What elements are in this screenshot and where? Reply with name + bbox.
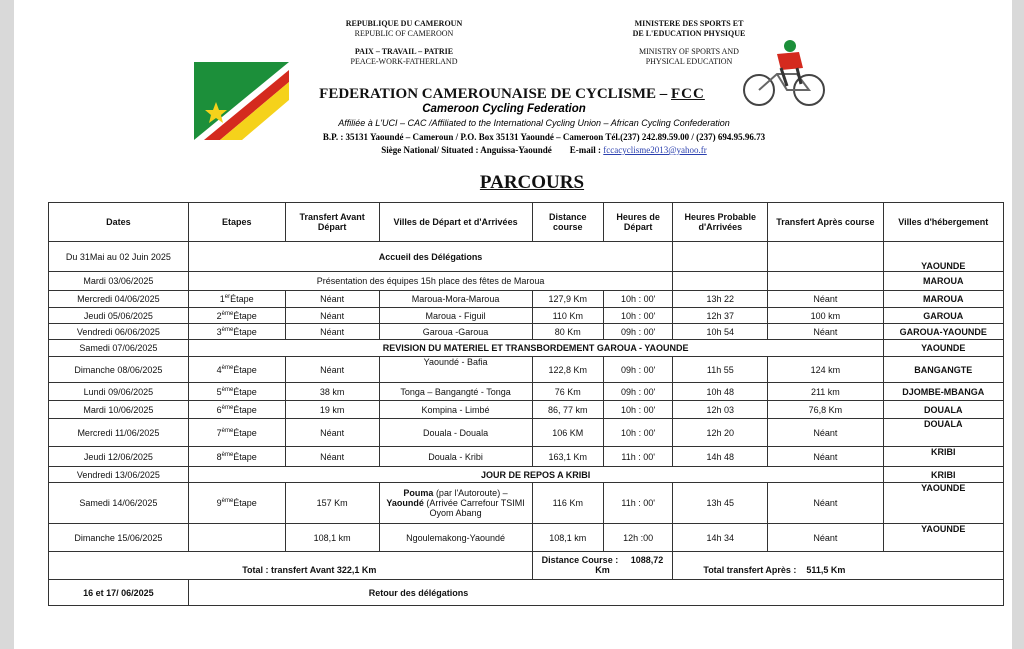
republic-en: REPUBLIC OF CAMEROON xyxy=(354,29,454,38)
cell-heure-arrivee: 10h 54 xyxy=(673,324,768,340)
federation-name: FEDERATION CAMEROUNAISE DE CYCLISME – xyxy=(319,86,668,102)
affiliation-text: Affiliée à L'UCI – CAC /Affiliated to the International Cycling Union – African Cycling Confederation xyxy=(338,118,730,128)
cell-transfert-apres: Néant xyxy=(768,324,883,340)
cell-distance: 163,1 Km xyxy=(532,447,603,467)
cell-transfert-apres: 76,8 Km xyxy=(768,401,883,419)
cell-transfert-apres: Néant xyxy=(768,447,883,467)
cell-distance: 127,9 Km xyxy=(532,291,603,308)
cell-heure-depart: 10h : 00' xyxy=(603,308,672,324)
cell-hebergement: DOUALA xyxy=(883,419,1003,447)
cell-date: Jeudi 12/06/2025 xyxy=(49,447,189,467)
cell-heure-depart: 10h : 00' xyxy=(603,291,672,308)
cell-date: Mardi 10/06/2025 xyxy=(49,401,189,419)
cell-transfert-apres: Néant xyxy=(768,524,883,552)
final-row xyxy=(49,580,1004,606)
cell-transfert-avant: 38 km xyxy=(285,383,379,401)
cell-heure-arrivee: 10h 48 xyxy=(673,383,768,401)
cell-villes: Douala - Kribi xyxy=(379,447,532,467)
table-row xyxy=(49,447,1004,467)
cell-villes: Garoua -Garoua xyxy=(379,324,532,340)
cell-villes: Ngoulemakong-Yaoundé xyxy=(379,524,532,552)
parcours-table xyxy=(48,202,1004,606)
col-transfert-apres: Transfert Après course xyxy=(768,203,883,242)
cell-hebergement: MAROUA xyxy=(883,272,1003,291)
address-line: B.P. : 35131 Yaoundé – Cameroun / P.O. Box 35131 Yaoundé – Cameroon Tél.(237) 242.89.59.00 / (237) 694.95.96.73 xyxy=(322,132,766,142)
col-distance: Distance course xyxy=(532,203,603,242)
final-text: Retour des délégations xyxy=(188,580,1003,606)
cell-heure-arrivee: 12h 03 xyxy=(673,401,768,419)
cell-transfert-avant: Néant xyxy=(285,308,379,324)
cell-event: Présentation des équipes 15h place des fêtes de Maroua xyxy=(188,272,673,291)
cell-distance: 86, 77 km xyxy=(532,401,603,419)
cell-event: Accueil des Délégations xyxy=(188,242,673,272)
col-transfert-avant: Transfert Avant Départ xyxy=(285,203,379,242)
table-header-row xyxy=(49,203,1004,242)
cell-hebergement: KRIBI xyxy=(883,467,1003,483)
table-row xyxy=(49,401,1004,419)
cell-villes: Douala - Douala xyxy=(379,419,532,447)
cell-villes: Maroua - Figuil xyxy=(379,308,532,324)
cell-empty xyxy=(768,242,883,272)
cell-heure-depart: 09h : 00' xyxy=(603,357,672,383)
cell-transfert-avant: 19 km xyxy=(285,401,379,419)
total-transfert-apres: Total transfert Après : 511,5 Km xyxy=(673,552,1004,580)
col-villes: Villes de Départ et d'Arrivées xyxy=(379,203,532,242)
total-distance: Distance Course : 1088,72 Km xyxy=(532,552,673,580)
affiliation-line xyxy=(284,118,784,128)
cell-date: Lundi 09/06/2025 xyxy=(49,383,189,401)
cell-heure-arrivee: 13h 45 xyxy=(673,483,768,524)
cell-distance: 80 Km xyxy=(532,324,603,340)
cell-etape: 1erÉtape xyxy=(188,291,285,308)
cell-empty xyxy=(673,272,768,291)
table-row xyxy=(49,419,1004,447)
cell-hebergement: GAROUA-YAOUNDE xyxy=(883,324,1003,340)
cell-hebergement: KRIBI xyxy=(883,447,1003,467)
cell-distance: 110 Km xyxy=(532,308,603,324)
motto-fr: PAIX – TRAVAIL – PATRIE xyxy=(354,47,454,56)
final-date: 16 et 17/ 06/2025 xyxy=(49,580,189,606)
cell-heure-depart: 09h : 00' xyxy=(603,324,672,340)
motto-en: PEACE-WORK-FATHERLAND xyxy=(350,57,458,66)
ministry-fr-2: DE L'EDUCATION PHYSIQUE xyxy=(632,29,746,38)
cell-distance: 122,8 Km xyxy=(532,357,603,383)
cell-villes: Tonga – Bangangté - Tonga xyxy=(379,383,532,401)
ministry-en-1: MINISTRY OF SPORTS AND xyxy=(639,47,739,56)
cell-transfert-apres: Néant xyxy=(768,291,883,308)
ministry-fr-1: MINISTERE DES SPORTS ET xyxy=(634,19,744,28)
table-row xyxy=(49,291,1004,308)
cell-date: Mercredi 11/06/2025 xyxy=(49,419,189,447)
table-row xyxy=(49,308,1004,324)
cell-transfert-apres: Néant xyxy=(768,419,883,447)
page-title: PARCOURS xyxy=(479,172,585,193)
cell-date: Mardi 03/06/2025 xyxy=(49,272,189,291)
table-row xyxy=(49,357,1004,383)
cell-villes: Kompina - Limbé xyxy=(379,401,532,419)
cell-etape: 6èmeÉtape xyxy=(188,401,285,419)
federation-english: Cameroon Cycling Federation xyxy=(422,103,586,115)
cell-etape: 5èmeÉtape xyxy=(188,383,285,401)
cell-date: Dimanche 15/06/2025 xyxy=(49,524,189,552)
col-heure-depart: Heures de Départ xyxy=(603,203,672,242)
cell-distance: 108,1 km xyxy=(532,524,603,552)
cell-transfert-apres: 100 km xyxy=(768,308,883,324)
col-heure-arrivee: Heures Probable d'Arrivées xyxy=(673,203,768,242)
table-row xyxy=(49,272,1004,291)
cell-heure-depart: 09h : 00' xyxy=(603,383,672,401)
cell-empty xyxy=(768,272,883,291)
table-row xyxy=(49,340,1004,357)
cell-heure-depart: 11h : 00' xyxy=(603,447,672,467)
cell-hebergement: GAROUA xyxy=(883,308,1003,324)
cell-date: Samedi 07/06/2025 xyxy=(49,340,189,357)
cell-hebergement: DJOMBE-MBANGA xyxy=(883,383,1003,401)
cell-villes: Yaoundé - Bafia xyxy=(379,357,532,383)
cell-transfert-avant: Néant xyxy=(285,291,379,308)
cell-heure-arrivee: 13h 22 xyxy=(673,291,768,308)
cell-villes: Pouma (par l'Autoroute) – Yaoundé (Arrivée Carrefour TSIMI Oyom Abang xyxy=(379,483,532,524)
cell-distance: 106 KM xyxy=(532,419,603,447)
cell-date: Dimanche 08/06/2025 xyxy=(49,357,189,383)
cell-etape: 7èmeÉtape xyxy=(188,419,285,447)
cell-transfert-avant: 157 Km xyxy=(285,483,379,524)
col-etapes: Etapes xyxy=(188,203,285,242)
cell-villes: Maroua-Mora-Maroua xyxy=(379,291,532,308)
table-row xyxy=(49,324,1004,340)
siege-text: Siège National/ Situated : Anguissa-Yaoundé xyxy=(381,145,552,155)
ministry-en-2: PHYSICAL EDUCATION xyxy=(645,57,733,66)
cell-transfert-apres: 124 km xyxy=(768,357,883,383)
table-row xyxy=(49,483,1004,524)
cell-heure-arrivee: 11h 55 xyxy=(673,357,768,383)
cell-event: JOUR DE REPOS A KRIBI xyxy=(188,467,883,483)
cell-transfert-avant: Néant xyxy=(285,357,379,383)
cell-date: Samedi 14/06/2025 xyxy=(49,483,189,524)
table-row xyxy=(49,383,1004,401)
cell-heure-depart: 10h : 00' xyxy=(603,401,672,419)
cell-etape: 8èmeÉtape xyxy=(188,447,285,467)
table-row xyxy=(49,467,1004,483)
cell-etape: 2èmeÉtape xyxy=(188,308,285,324)
table-row xyxy=(49,524,1004,552)
cell-hebergement: YAOUNDE xyxy=(883,524,1003,552)
cell-transfert-apres: Néant xyxy=(768,483,883,524)
cell-hebergement: YAOUNDE xyxy=(883,242,1003,272)
col-hebergement: Villes d'hébergement xyxy=(883,203,1003,242)
cell-date: Vendredi 06/06/2025 xyxy=(49,324,189,340)
cell-distance: 76 Km xyxy=(532,383,603,401)
col-dates: Dates xyxy=(49,203,189,242)
cell-transfert-apres: 211 km xyxy=(768,383,883,401)
cell-heure-depart: 11h : 00' xyxy=(603,483,672,524)
federation-title xyxy=(252,86,772,103)
cell-heure-arrivee: 12h 37 xyxy=(673,308,768,324)
document-page xyxy=(14,0,1012,649)
cell-heure-arrivee: 14h 48 xyxy=(673,447,768,467)
cell-transfert-avant: 108,1 km xyxy=(285,524,379,552)
cell-empty xyxy=(673,242,768,272)
cell-transfert-avant: Néant xyxy=(285,324,379,340)
cell-date: Du 31Mai au 02 Juin 2025 xyxy=(49,242,189,272)
cell-heure-depart: 12h :00 xyxy=(603,524,672,552)
cell-transfert-avant: Néant xyxy=(285,419,379,447)
cell-etape xyxy=(188,524,285,552)
cell-etape: 9èmeÉtape xyxy=(188,483,285,524)
total-transfert-avant: Total : transfert Avant 322,1 Km xyxy=(49,552,533,580)
cell-date: Mercredi 04/06/2025 xyxy=(49,291,189,308)
totals-row xyxy=(49,552,1004,580)
cell-transfert-avant: Néant xyxy=(285,447,379,467)
cell-date: Vendredi 13/06/2025 xyxy=(49,467,189,483)
email-link[interactable]: fccacyclisme2013@yahoo.fr xyxy=(603,145,707,155)
republic-fr: REPUBLIQUE DU CAMEROUN xyxy=(345,19,463,28)
email-label: E-mail : xyxy=(569,145,602,155)
cell-hebergement: MAROUA xyxy=(883,291,1003,308)
cell-event: REVISION DU MATERIEL ET TRANSBORDEMENT GAROUA - YAOUNDE xyxy=(188,340,883,357)
cell-heure-depart: 10h : 00' xyxy=(603,419,672,447)
cell-heure-arrivee: 14h 34 xyxy=(673,524,768,552)
table-row xyxy=(49,242,1004,272)
siege-line xyxy=(334,145,754,155)
cell-etape: 4èmeÉtape xyxy=(188,357,285,383)
cell-etape: 3èmeÉtape xyxy=(188,324,285,340)
cell-distance: 116 Km xyxy=(532,483,603,524)
cell-hebergement: DOUALA xyxy=(883,401,1003,419)
cell-hebergement: YAOUNDE xyxy=(883,483,1003,524)
fcc-logo-text: FCC xyxy=(671,86,705,102)
republic-block xyxy=(304,19,504,67)
cell-heure-arrivee: 12h 20 xyxy=(673,419,768,447)
cell-date: Jeudi 05/06/2025 xyxy=(49,308,189,324)
cell-hebergement: BANGANGTE xyxy=(883,357,1003,383)
cell-hebergement: YAOUNDE xyxy=(883,340,1003,357)
